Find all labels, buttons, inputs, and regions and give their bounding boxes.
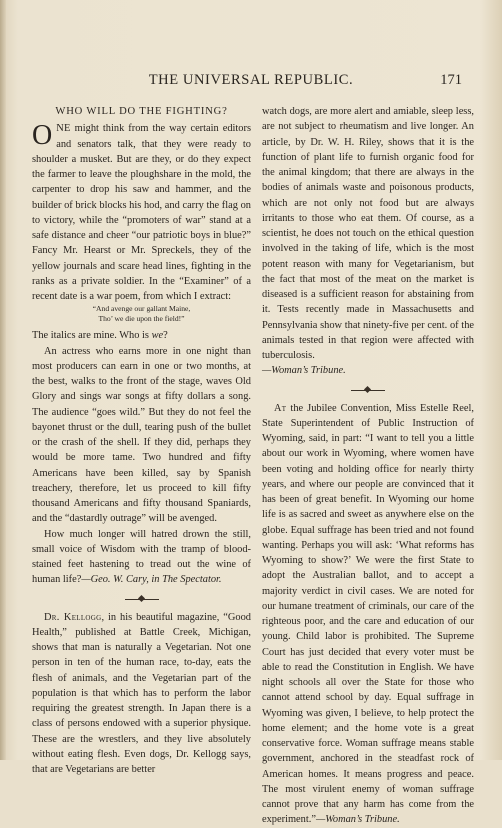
paragraph-text: The italics are mine. Who is	[32, 330, 152, 342]
paragraph-text: the Jubilee Convention, Miss Estelle Reel, State Superintendent of Public Instruction of Wyoming, said, in part: “I want to tell you a little about our work in Wyoming, where women have been voting and holding office for nearly thirty years, and where our people are convinced that it has been of great benefit. In Wyoming our home life is as sacred and sweet as anywhere else on the globe. Equal suffrage has been tried and not found wanting. Perhaps you will ask: ‘What reforms has Wyoming to show?’ We were the first State to adopt the Australian ballot, and to accept a majority verdict in civil cases. We are noted for our humane treatment of criminals, our care of the righteous poor, and the care and education of our young. Child labor is prohibited. The Supreme Court has just decided that every voter must be able to read the Constitution in English. We have night schools all over the State for those who cannot attend school by day. Equal suffrage in Wyoming was given, I believe, to help protect the home element; and the home vote is a great conservative force. Woman suffrage means stable government, anchored in the steadfast rock of American homes. It means progress and peace. The most virulent enemy of woman suffrage cannot prove that any harm has come from the experiment.”	[262, 402, 474, 826]
article-paragraph-3: An actress who earns more in one night than most producers can earn in one or two months, at the best, walks to the front of the stage, waves Old Glory and sings war songs at fifty dollars a song. The audience “goes wild.” But they do not feel the bayonet thrust or the dull, tearing push of the bullet or the crash of the shell. If they did, perhaps they would be more tame. Two hundred and fifty Americans have been killed, say by Spanish treachery, therefore, let us proceed to kill fifty thousand Americans and fifty thousand Spaniards, and the “dastardly outrage” will be avenged.	[32, 345, 251, 525]
drop-cap: O	[32, 120, 53, 152]
paragraph-text: , in his beautiful magazine, “Good Health,” published at Battle Creek, Michigan, shows that man is naturally a Vegetarian. Not one person in ten of the human race, to-day, eats the flesh of animals, and the Vegetarian part of the population is that which has to perform the labor requiring the greatest strength. In Japan there is a class of persons endowed with a superior physique. These are the wrestlers, and they live absolutely without eating flesh. Even dogs, Dr. Kellogg says, that are Vegetarians are better	[32, 611, 251, 775]
page-binding-edge	[0, 0, 6, 760]
left-column	[32, 104, 251, 777]
article-paragraph-5	[32, 610, 251, 778]
verse-line: “And avenge our gallant Maine,	[92, 304, 191, 314]
italic-word: we	[151, 330, 164, 342]
paragraph-text: watch dogs, are more alert and amiable, sleep less, are not subject to rheumatism and live longer. An article, by Dr. W. H. Riley, shows that it is the function of plant life to furnish organic food for the animal kingdom; that there are always in the bodies of animals waste and poisonous products, which are not only not food but are always irritants to those who eat them. Of course, as a scientist, he does not touch on the ethical question involved in the taking of life, which is the most potent reason with many for Vegetarianism, but the fact that most of the meat on the market is diseased is a sufficient reason for abstaining from it. Tests recently made in Massachusetts and Pennsylvania show that ninety-five per cent. of the animals tested in that region were affected with tuberculosis.	[262, 106, 474, 361]
article-paragraph-continued	[262, 104, 474, 379]
source-credit: —Geo. W. Cary, in The Spectator.	[81, 574, 222, 586]
punctuation: ?	[163, 330, 168, 342]
page-header	[0, 72, 502, 92]
right-column	[262, 104, 474, 828]
article-paragraph-1	[32, 121, 251, 304]
paragraph-text: How much longer will hatred drown the still, small voice of Wisdom with the tramp of blood-stained feet hastening to tread out the wine of human life?	[32, 528, 251, 586]
section-divider	[32, 592, 251, 606]
article-paragraph-4	[32, 527, 251, 588]
verse-quote	[32, 304, 251, 324]
section-divider	[262, 383, 474, 397]
lead-small-caps: NE	[56, 123, 71, 135]
article-title: WHO WILL DO THE FIGHTING?	[55, 106, 228, 117]
verse-line: Tho’ we die upon the field!”	[98, 314, 185, 324]
page-number: 171	[440, 72, 462, 88]
source-credit: —Woman’s Tribune.	[262, 365, 346, 377]
paragraph-text: might think from the way certain editors and senators talk, that they were ready to shoulder a musket. But are they, or do they expect the farmer to leave the ploughshare in the mold, the carpenter to drop his saw and hammer, and the builder of brick blocks his hod, and carry the flag on to victory, while the “promoters of war” stand at a safe distance and cheer “our patriotic boys in blue?” Fancy Mr. Hearst or Mr. Spreckels, they of the yellow journals and scare head lines, fighting in the ranks as a private soldier. In the “Examiner” of a recent date is a war poem, from which I extract:	[32, 123, 251, 302]
source-credit: —Woman’s Tribune.	[315, 814, 400, 826]
article-paragraph-2	[32, 328, 251, 343]
article-paragraph-jubilee	[262, 401, 474, 828]
lead-small-caps: At	[274, 402, 287, 414]
running-head: THE UNIVERSAL REPUBLIC.	[148, 72, 354, 88]
lead-small-caps: Dr. Kellogg	[44, 611, 102, 623]
